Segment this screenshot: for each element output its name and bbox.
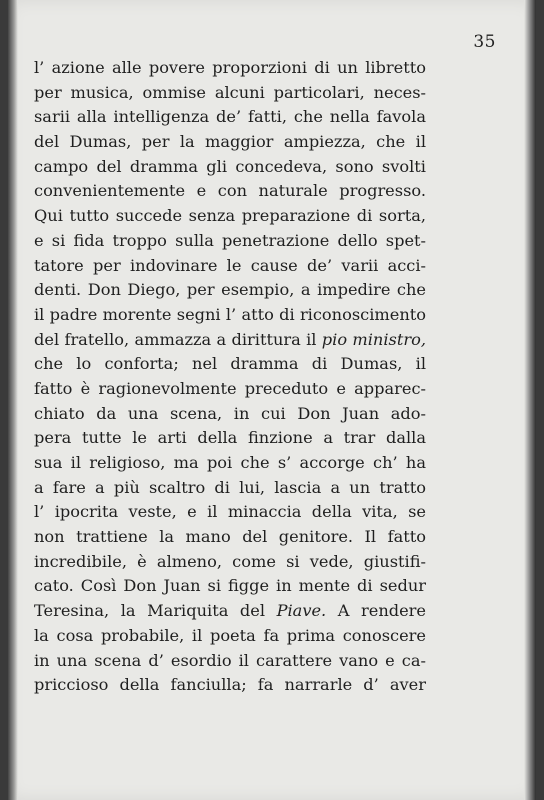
text-line: e si fida troppo sulla penetrazione dello spet- (34, 230, 426, 250)
text-line: non trattiene la mano del genitore. Il fatto (34, 527, 426, 547)
page-gutter-shadow (8, 0, 18, 800)
text-line: che lo conforta; nel dramma di Dumas, il (34, 354, 426, 374)
text-line: l’ azione alle povere proporzioni di un libretto (34, 58, 426, 77)
text-line: il padre morente segni l’ atto di riconoscimento (34, 304, 426, 324)
text-line: fatto è ragionevolmente preceduto e apparec- (34, 378, 426, 398)
text-line: denti. Don Diego, per esempio, a impedire che (34, 280, 426, 300)
text-line: Qui tutto succede senza preparazione di sorta, (34, 206, 426, 226)
page-edge-shadow (524, 0, 536, 800)
text-line: chiato da una scena, in cui Don Juan ado- (34, 403, 426, 423)
text-line: campo del dramma gli concedeva, sono svolti (34, 156, 426, 176)
text-segment: A rendere (326, 601, 426, 621)
text-line: priccioso della fanciulla; fa narrarle d’ aver (34, 675, 426, 695)
text-line: cato. Così Don Juan si figge in mente di sedur (34, 576, 426, 596)
text-line: per musica, ommise alcuni particolari, neces- (34, 82, 426, 102)
page-number: 35 (473, 32, 496, 52)
book-page (8, 0, 536, 800)
text-line: del Dumas, per la maggior ampiezza, che il (34, 132, 426, 152)
text-line: in una scena d’ esordio il carattere vano e ca- (34, 650, 426, 670)
italic-phrase: Piave. (276, 601, 327, 621)
text-segment: Teresina, la Mariquita del (34, 601, 277, 621)
text-line: sua il religioso, ma poi che s’ accorge ch’ ha (34, 453, 426, 472)
text-line-with-italic (34, 599, 426, 624)
text-line: la cosa probabile, il poeta fa prima conoscere (34, 625, 426, 645)
italic-phrase: pio ministro, (321, 329, 426, 349)
text-line: pera tutte le arti della finzione a trar dalla (34, 428, 426, 448)
text-line: l’ ipocrita veste, e il minaccia della vita, se (34, 502, 426, 522)
text-segment: del fratello, ammazza a dirittura il (34, 329, 322, 349)
text-line: tatore per indovinare le cause de’ varii acci- (34, 255, 426, 275)
text-line: convenientemente e con naturale progresso. (34, 181, 426, 201)
text-line: a fare a più scaltro di lui, lascia a un tratto (34, 477, 426, 497)
text-line: incredibile, è almeno, come si vede, giustifi- (34, 551, 426, 571)
body-text (34, 56, 426, 698)
text-line-with-italic (34, 328, 426, 353)
text-line: sarii alla intelligenza de’ fatti, che nella favola (34, 107, 426, 127)
